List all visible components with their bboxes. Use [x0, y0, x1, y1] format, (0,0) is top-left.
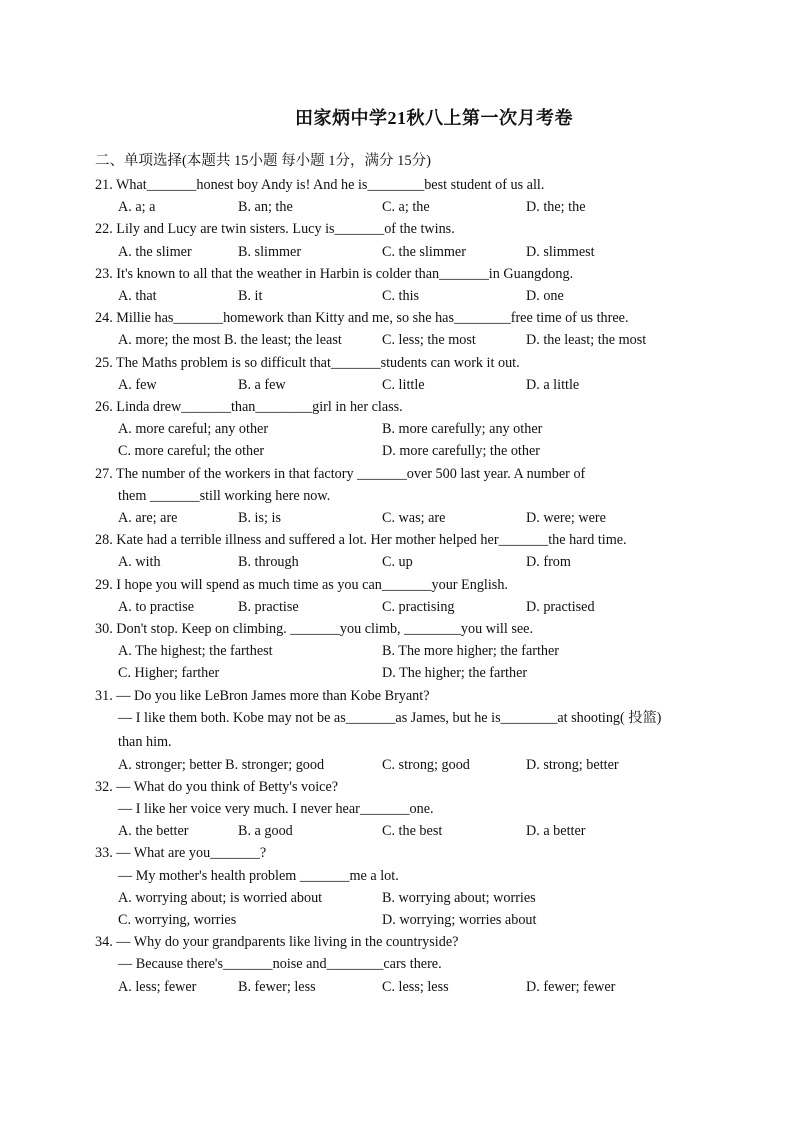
option-row	[118, 197, 738, 217]
answer-option[interactable]: A. a; a	[118, 199, 156, 216]
answer-option[interactable]: D. the least; the most	[526, 332, 647, 349]
question-continuation: — My mother's health problem _______me a lot.	[118, 867, 399, 884]
option-row	[118, 242, 738, 262]
answer-option[interactable]: C. a; the	[382, 199, 430, 216]
option-row	[118, 597, 738, 617]
question-continuation: — I like her voice very much. I never hear_______one.	[118, 800, 434, 817]
answer-option[interactable]: C. strong; good	[382, 756, 470, 773]
answer-option[interactable]: A. The highest; the farthest	[118, 643, 273, 660]
answer-option[interactable]: C. the best	[382, 823, 443, 840]
question-stem: 26. Linda drew_______than________girl in her class.	[95, 399, 403, 415]
answer-option[interactable]: C. worrying, worries	[118, 911, 237, 928]
answer-option[interactable]: A. worrying about; is worried about	[118, 889, 323, 906]
question-stem: 24. Millie has_______homework than Kitty and me, so she has________free time of us three.	[95, 310, 629, 327]
answer-option[interactable]: C. practising	[382, 598, 455, 615]
answer-option[interactable]: C. this	[382, 288, 420, 304]
answer-option[interactable]: D. a little	[526, 376, 580, 393]
answer-option[interactable]: A. less; fewer	[118, 978, 197, 995]
answer-option[interactable]: A. to practise	[118, 598, 195, 615]
answer-option[interactable]: B. a few	[238, 376, 286, 393]
question-stem: 28. Kate had a terrible illness and suffered a lot. Her mother helped her_______the hard time.	[95, 532, 627, 549]
answer-option[interactable]: C. less; the most	[382, 332, 476, 349]
answer-option[interactable]: A. are; are	[118, 510, 178, 526]
option-row	[118, 419, 738, 439]
answer-option[interactable]: B. practise	[238, 598, 299, 615]
answer-option[interactable]: B. a good	[238, 823, 293, 840]
question-continuation: — I like them both. Kobe may not be as_______as James, but he is________at shooting( 投篮)	[118, 709, 662, 726]
option-row	[118, 375, 738, 395]
option-row	[118, 755, 738, 775]
answer-option[interactable]: C. up	[382, 554, 413, 571]
question-stem: 27. The number of the workers in that factory _______over 500 last year. A number of	[95, 465, 586, 482]
option-row	[118, 286, 738, 306]
answer-option[interactable]: A. that	[118, 288, 157, 304]
answer-option[interactable]: A. stronger; better B. stronger; good	[118, 756, 325, 773]
question-stem: 33. — What are you_______?	[95, 845, 267, 862]
answer-option[interactable]: D. from	[526, 554, 571, 571]
answer-option[interactable]: B. The more higher; the farther	[382, 643, 560, 660]
answer-option[interactable]: D. practised	[526, 598, 595, 615]
option-row	[118, 821, 738, 841]
option-row	[118, 910, 738, 930]
answer-option[interactable]: A. the slimer	[118, 243, 192, 260]
question-stem: 22. Lily and Lucy are twin sisters. Lucy is_______of the twins.	[95, 221, 455, 238]
question-stem: 32. — What do you think of Betty's voice?	[95, 778, 339, 795]
question-continuation: — Because there's_______noise and________cars there.	[118, 956, 442, 973]
section-heading: 二、单项选择(本题共 15小题 每小题 1分，满分 15分)	[95, 153, 431, 169]
answer-option[interactable]: D. more carefully; the other	[382, 443, 540, 460]
option-row	[118, 441, 738, 461]
answer-option[interactable]: D. one	[526, 288, 564, 304]
answer-option[interactable]: D. a better	[526, 823, 586, 840]
answer-option[interactable]: C. Higher; farther	[118, 665, 220, 682]
answer-option[interactable]: D. were; were	[526, 510, 606, 526]
option-row	[118, 330, 738, 350]
answer-option[interactable]: D. slimmest	[526, 243, 595, 260]
answer-option[interactable]: A. more careful; any other	[118, 421, 269, 438]
answer-option[interactable]: A. with	[118, 554, 161, 571]
option-row	[118, 508, 738, 528]
answer-option[interactable]: B. through	[238, 554, 299, 571]
answer-option[interactable]: D. strong; better	[526, 756, 619, 773]
question-stem: 31. — Do you like LeBron James more than Kobe Bryant?	[95, 687, 430, 704]
option-row	[118, 977, 738, 997]
question-continuation: than him.	[118, 734, 172, 751]
answer-option[interactable]: B. it	[238, 288, 263, 304]
answer-option[interactable]: D. the; the	[526, 199, 586, 216]
answer-option[interactable]: D. fewer; fewer	[526, 978, 616, 995]
exam-title: 田家炳中学21秋八上第一次月考卷	[295, 108, 573, 128]
option-row	[118, 888, 738, 908]
answer-option[interactable]: B. more carefully; any other	[382, 421, 543, 438]
question-stem: 25. The Maths problem is so difficult that_______students can work it out.	[95, 354, 520, 371]
answer-option[interactable]: C. more careful; the other	[118, 443, 265, 460]
option-row	[118, 641, 738, 661]
question-stem: 29. I hope you will spend as much time as you can_______your English.	[95, 576, 508, 593]
answer-option[interactable]: A. more; the most B. the least; the least	[118, 332, 342, 349]
question-stem: 21. What_______honest boy Andy is! And he is________best student of us all.	[95, 177, 545, 193]
answer-option[interactable]: B. slimmer	[238, 243, 302, 260]
answer-option[interactable]: A. the better	[118, 823, 189, 840]
answer-option[interactable]: A. few	[118, 376, 157, 393]
answer-option[interactable]: B. fewer; less	[238, 978, 316, 995]
answer-option[interactable]: D. The higher; the farther	[382, 665, 528, 682]
question-stem: 23. It's known to all that the weather in Harbin is colder than_______in Guangdong.	[95, 265, 574, 282]
answer-option[interactable]: C. the slimmer	[382, 243, 466, 260]
option-row	[118, 663, 738, 683]
answer-option[interactable]: D. worrying; worries about	[382, 911, 537, 928]
question-continuation: them _______still working here now.	[118, 487, 331, 504]
answer-option[interactable]: C. little	[382, 376, 425, 393]
answer-option[interactable]: C. less; less	[382, 978, 449, 995]
question-stem: 34. — Why do your grandparents like living in the countryside?	[95, 934, 459, 951]
answer-option[interactable]: B. is; is	[238, 510, 281, 526]
answer-option[interactable]: B. an; the	[238, 199, 293, 216]
answer-option[interactable]: B. worrying about; worries	[382, 889, 536, 906]
answer-option[interactable]: C. was; are	[382, 510, 446, 526]
question-stem: 30. Don't stop. Keep on climbing. _______you climb, ________you will see.	[95, 621, 533, 637]
option-row	[118, 552, 738, 572]
